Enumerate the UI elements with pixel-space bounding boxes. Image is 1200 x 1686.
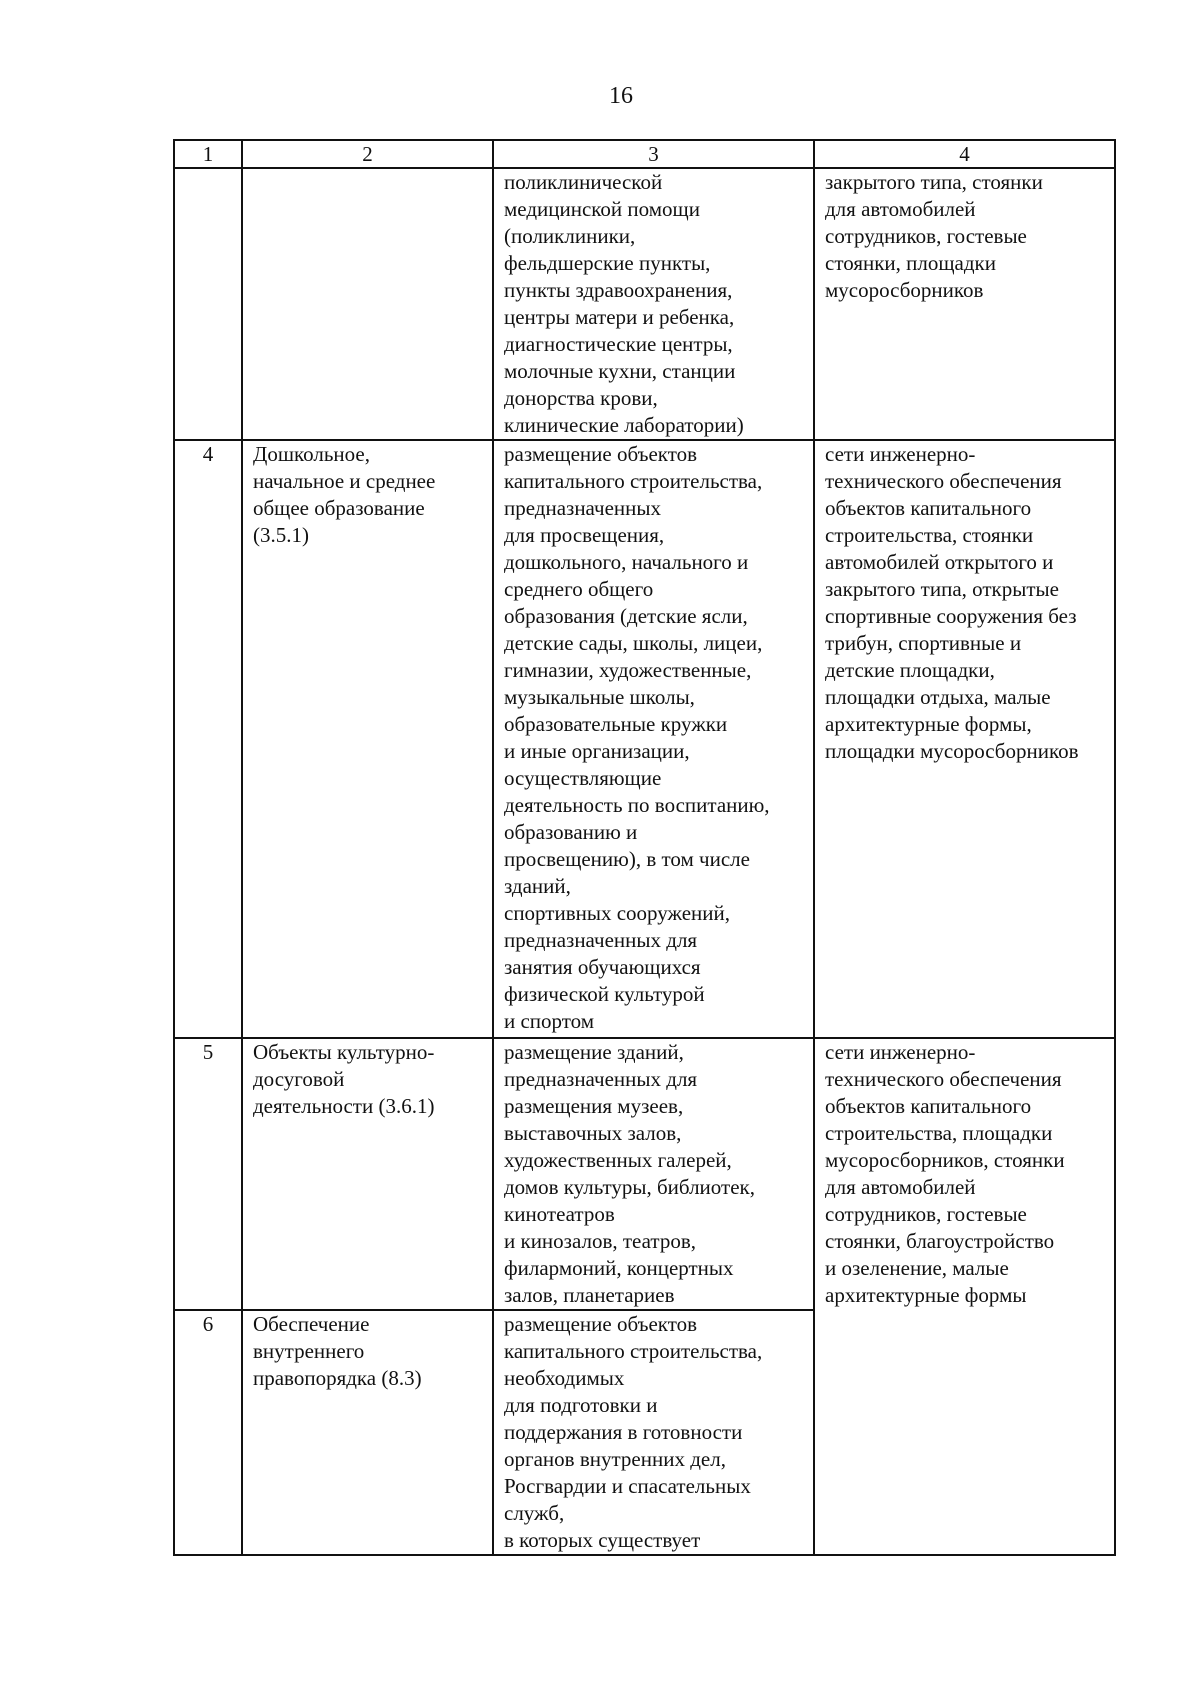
auxiliary-uses: закрытого типа, стоянки для автомобилей сотрудников, гостевые стоянки, площадки мусоросборников bbox=[814, 168, 1115, 440]
column-header-4: 4 bbox=[814, 140, 1115, 168]
land-use-table bbox=[173, 139, 1116, 1556]
table-row bbox=[174, 168, 1115, 440]
table-header-row bbox=[174, 140, 1115, 168]
auxiliary-uses: сети инженерно- технического обеспечения объектов капитального строительства, стоянки автомобилей открытого и закрытого типа, открытые спортивные сооружения без трибун, спортивные и детские площадки, площадки отдыха, малые архитектурные формы, площадки мусоросборников bbox=[814, 440, 1115, 1038]
use-type-description: размещение зданий, предназначенных для размещения музеев, выставочных залов, художественных галерей, домов культуры, библиотек, кинотеатров и кинозалов, театров, филармоний, концертных залов, планетариев bbox=[493, 1038, 814, 1310]
row-number bbox=[174, 168, 242, 440]
use-type-name: Обеспечение внутреннего правопорядка (8.3) bbox=[242, 1310, 493, 1555]
page-number: 16 bbox=[609, 83, 633, 109]
row-number: 4 bbox=[174, 440, 242, 1038]
use-type-name: Дошкольное, начальное и среднее общее образование (3.5.1) bbox=[242, 440, 493, 1038]
table-row bbox=[174, 1038, 1115, 1310]
column-header-2: 2 bbox=[242, 140, 493, 168]
use-type-description: поликлинической медицинской помощи (поликлиники, фельдшерские пункты, пункты здравоохранения, центры матери и ребенка, диагностические центры, молочные кухни, станции донорства крови, клинические лаборатории) bbox=[493, 168, 814, 440]
use-type-name: Объекты культурно- досуговой деятельности (3.6.1) bbox=[242, 1038, 493, 1310]
use-type-name bbox=[242, 168, 493, 440]
column-header-1: 1 bbox=[174, 140, 242, 168]
use-type-description: размещение объектов капитального строительства, необходимых для подготовки и поддержания в готовности органов внутренних дел, Росгвардии и спасательных служб, в которых существует bbox=[493, 1310, 814, 1555]
use-type-description: размещение объектов капитального строительства, предназначенных для просвещения, дошкольного, начального и среднего общего образования (детские ясли, детские сады, школы, лицеи, гимназии, художественные, музыкальные школы, образовательные кружки и иные организации, осуществляющие деятельность по воспитанию, образованию и просвещению), в том числе зданий, спортивных сооружений, предназначенных для занятия обучающихся физической культурой и спортом bbox=[493, 440, 814, 1038]
table-row bbox=[174, 440, 1115, 1038]
column-header-3: 3 bbox=[493, 140, 814, 168]
auxiliary-uses: сети инженерно- технического обеспечения объектов капитального строительства, площадки мусоросборников, стоянки для автомобилей сотрудников, гостевые стоянки, благоустройство и озеленение, малые архитектурные формы bbox=[814, 1038, 1115, 1555]
row-number: 5 bbox=[174, 1038, 242, 1310]
row-number: 6 bbox=[174, 1310, 242, 1555]
